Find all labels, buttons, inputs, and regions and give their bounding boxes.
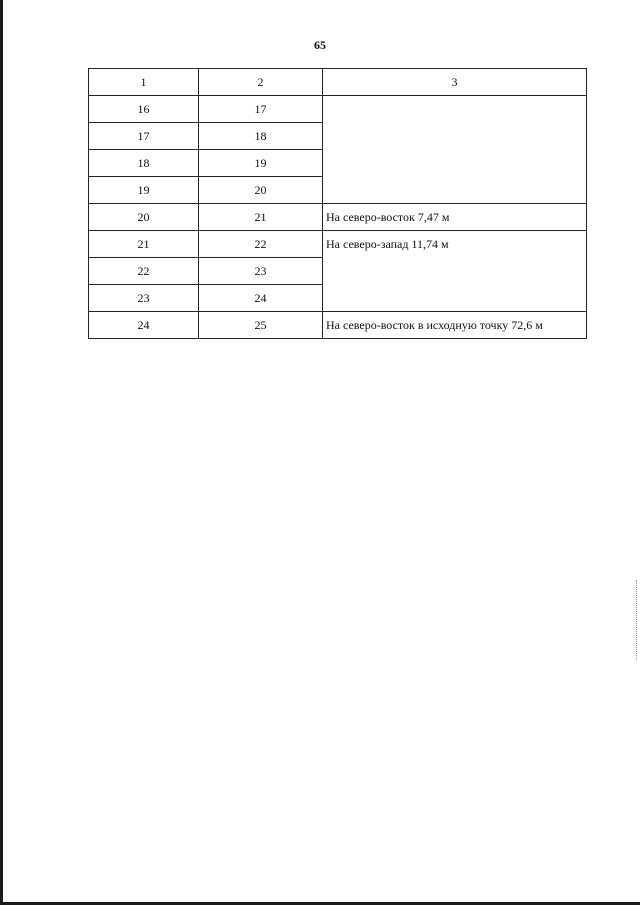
point-from: 22 — [89, 258, 199, 285]
direction-cell: На северо-запад 11,74 м — [323, 231, 587, 312]
table-row — [89, 204, 587, 231]
table-row — [89, 312, 587, 339]
point-to: 17 — [199, 96, 323, 123]
direction-cell: На северо-восток в исходную точку 72,6 м — [323, 312, 587, 339]
point-from: 20 — [89, 204, 199, 231]
point-from: 19 — [89, 177, 199, 204]
table-row — [89, 231, 587, 258]
column-header-2: 2 — [199, 69, 323, 96]
point-from: 23 — [89, 285, 199, 312]
table-header-row — [89, 69, 587, 96]
page-number: 65 — [314, 38, 326, 52]
point-to: 18 — [199, 123, 323, 150]
point-from: 21 — [89, 231, 199, 258]
column-header-1: 1 — [89, 69, 199, 96]
point-to: 19 — [199, 150, 323, 177]
point-from: 16 — [89, 96, 199, 123]
point-to: 25 — [199, 312, 323, 339]
coordinates-table — [88, 68, 587, 339]
scan-left-border — [0, 0, 3, 905]
column-header-3: 3 — [323, 69, 587, 96]
point-to: 23 — [199, 258, 323, 285]
point-from: 18 — [89, 150, 199, 177]
table-row — [89, 96, 587, 123]
point-to: 24 — [199, 285, 323, 312]
direction-cell — [323, 96, 587, 204]
point-to: 20 — [199, 177, 323, 204]
point-from: 17 — [89, 123, 199, 150]
scan-artifact — [636, 580, 639, 660]
point-to: 22 — [199, 231, 323, 258]
point-from: 24 — [89, 312, 199, 339]
direction-cell: На северо-восток 7,47 м — [323, 204, 587, 231]
point-to: 21 — [199, 204, 323, 231]
